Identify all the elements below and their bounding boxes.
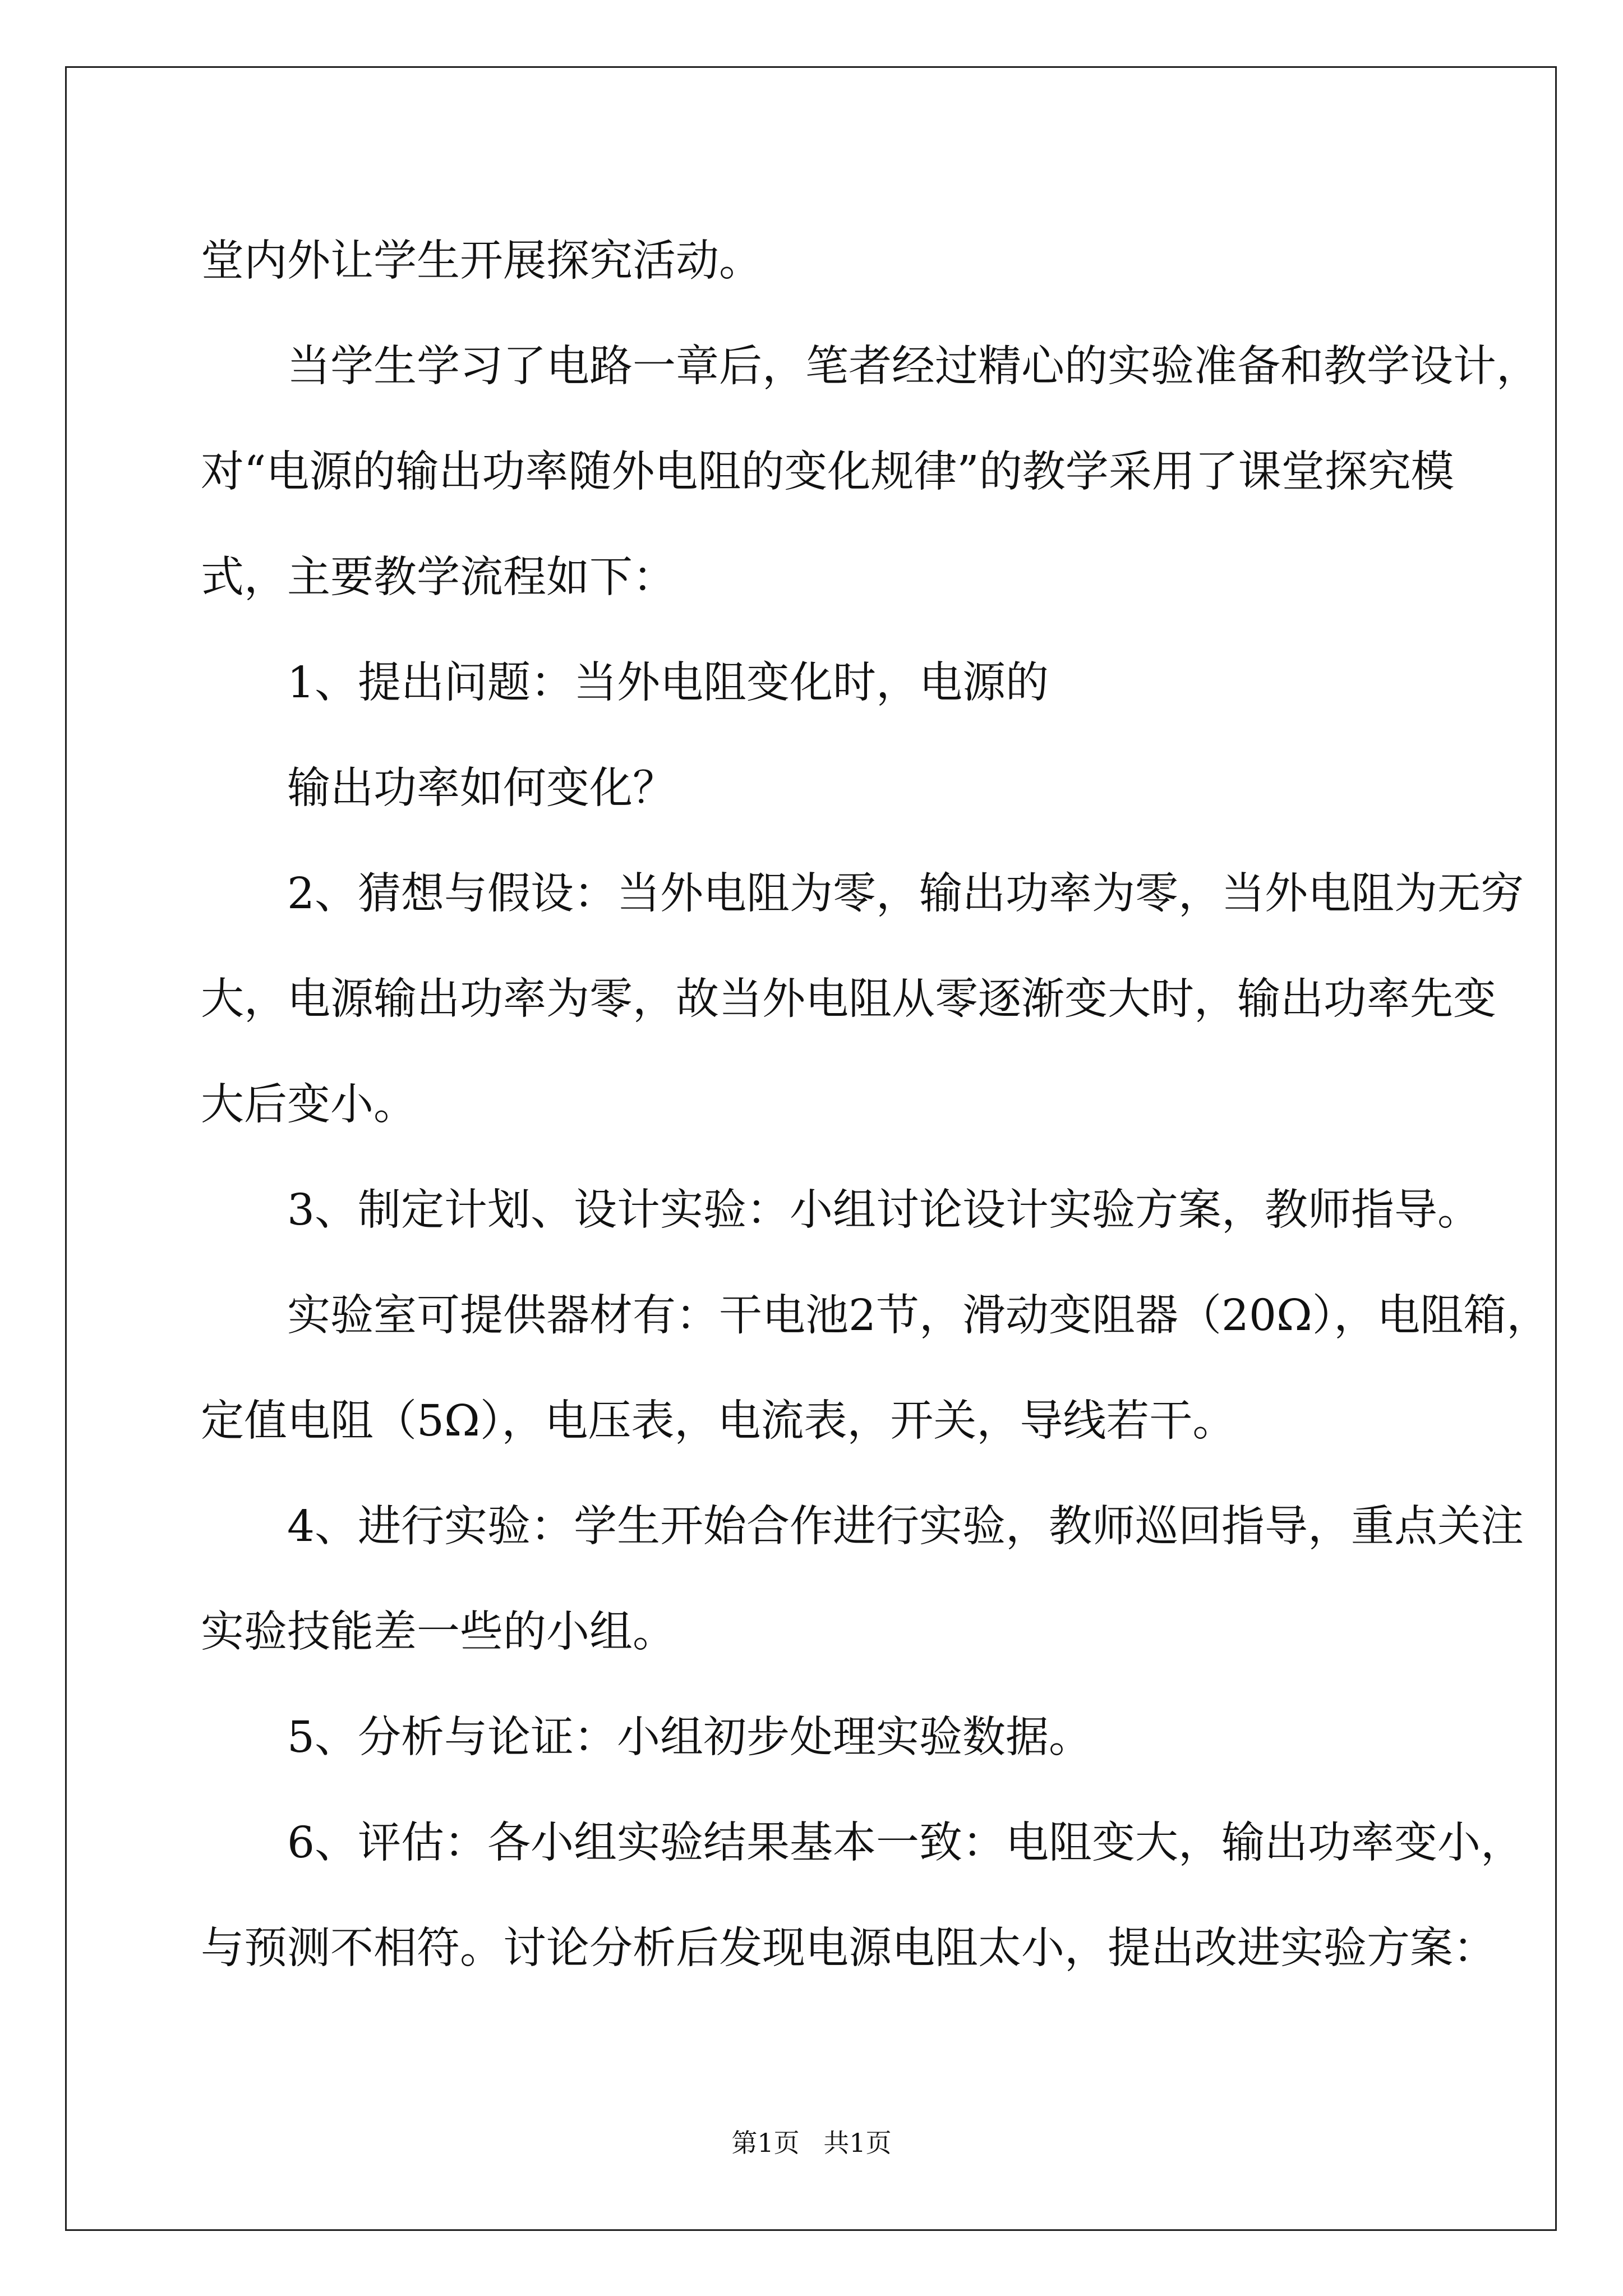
text-line: 与预测不相符。讨论分析后发现电源电阻太小，提出改进实验方案： [201, 1924, 1496, 1973]
text-line: 5、分析与论证：小组初步处理实验数据。 [201, 1713, 1092, 1763]
text-line: 堂内外让学生开展探究活动。 [201, 236, 762, 286]
text-line: 3、制定计划、设计实验：小组讨论设计实验方案，教师指导。 [201, 1185, 1481, 1235]
text-line: 实验技能差一些的小组。 [201, 1607, 676, 1657]
page-number-total: 共1页 [823, 2128, 892, 2158]
text-line: 式，主要教学流程如下： [201, 553, 676, 602]
document-body [201, 209, 1550, 2001]
text-line: 4、进行实验：学生开始合作进行实验，教师巡回指导，重点关注 [201, 1502, 1524, 1552]
text-line: 实验室可提供器材有：干电池2节，滑动变阻器（20Ω），电阻箱， [201, 1291, 1550, 1341]
text-line: 当学生学习了电路一章后，笔者经过精心的实验准备和教学设计， [201, 342, 1539, 392]
page-footer [0, 2126, 1623, 2160]
text-line: 定值电阻（5Ω），电压表，电流表，开关，导线若干。 [201, 1396, 1236, 1446]
page-number-current: 第1页 [731, 2128, 800, 2158]
text-line: 大后变小。 [201, 1080, 417, 1130]
text-line: 2、猜想与假设：当外电阻为零，输出功率为零，当外电阻为无穷 [201, 869, 1524, 919]
text-line: 6、评估：各小组实验结果基本一致：电阻变大，输出功率变小， [201, 1818, 1524, 1868]
text-line: 大，电源输出功率为零，故当外电阻从零逐渐变大时，输出功率先变 [201, 974, 1496, 1024]
text-line: 对“电源的输出功率随外电阻的变化规律”的教学采用了课堂探究模 [201, 447, 1454, 497]
text-line: 1、提出问题：当外电阻变化时，电源的 [201, 658, 1049, 708]
text-line: 输出功率如何变化？ [201, 763, 676, 813]
